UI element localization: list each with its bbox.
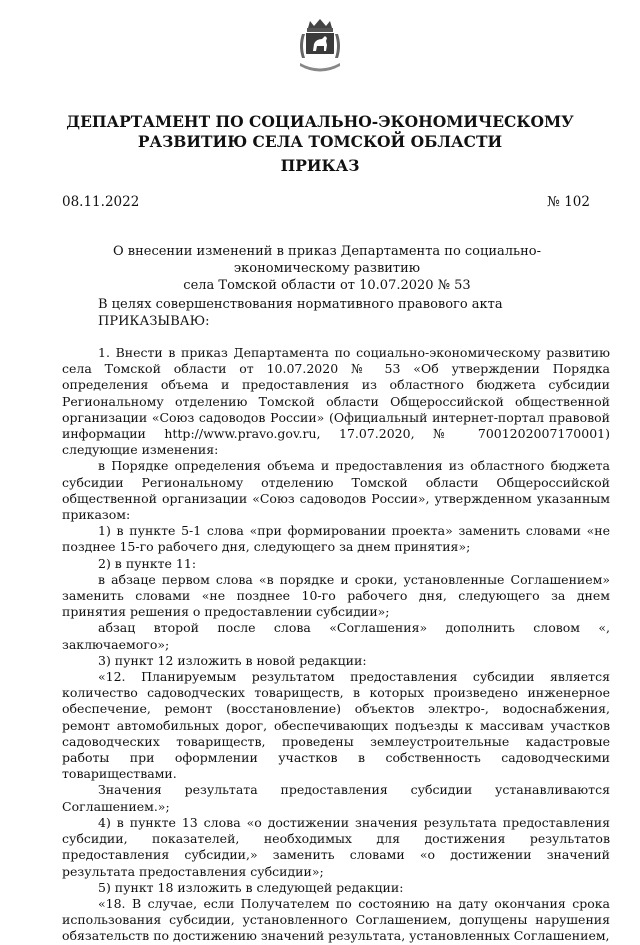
department-name bbox=[40, 112, 600, 152]
body-paragraph: в абзаце первом слова «в порядке и сроки, установленные Соглашением» заменить словами «не позднее 10-го рабочего дня, следующего за днем принятия решения о предоставлении субсидии»; bbox=[62, 571, 610, 620]
body-paragraph: в Порядке определения объема и предоставления из областного бюджета субсидии Региональному отделению Томской области Общероссийской общественной организации «Союз садоводов России», утвержденном указанным приказом: bbox=[62, 458, 610, 523]
order-number: № 102 bbox=[547, 194, 590, 210]
body-paragraph: 2) в пункте 11: bbox=[98, 555, 197, 571]
body-paragraph: 5) пункт 18 изложить в следующей редакции: bbox=[98, 879, 404, 895]
preamble bbox=[98, 296, 503, 330]
order-subject bbox=[62, 243, 592, 294]
body-paragraph: абзац второй после слова «Соглашения» дополнить словом «, заключаемого»; bbox=[62, 620, 610, 652]
body-paragraph: Значения результата предоставления субсидии устанавливаются Соглашением.»; bbox=[62, 782, 610, 814]
order-body bbox=[62, 345, 610, 945]
body-paragraph: «12. Планируемым результатом предоставления субсидии является количество садоводческих товариществ, в которых произведено инженерное обеспечение, ремонт (восстановление) объектов электро-, водоснабжения, ремонт автомобильных дорог, обеспечивающих подъезды к массивам участков садоводческих товариществ, проведены землеустроительные кадастровые работы при оформлении участков в собственность садоводческими товариществами. bbox=[62, 669, 610, 782]
order-date: 08.11.2022 bbox=[62, 194, 140, 210]
body-paragraph: 1. Внести в приказ Департамента по социально-экономическому развитию села Томской области от 10.07.2020 № 53 «Об утверждении Порядка определения объема и предоставления из областного бюджета субсидии Региональному отделению Томской области Общероссийской общественной организации «Союз садоводов России» (Официальный интернет-портал правовой информации http://www.pravo.gov.ru, 17.07.2020, № 7001202007170001) следующие изменения: bbox=[62, 345, 610, 458]
body-paragraph: 1) в пункте 5-1 слова «при формировании проекта» заменить словами «не позднее 15-го рабочего дня, следующего за днем принятия»; bbox=[62, 523, 610, 555]
body-paragraph: 3) пункт 12 изложить в новой редакции: bbox=[98, 652, 367, 668]
preamble-order-word: ПРИКАЗЫВАЮ: bbox=[98, 314, 210, 329]
body-paragraph: 4) в пункте 13 слова «о достижении значения результата предоставления субсидии, показателей, необходимых для достижения результатов предоставления субсидии,» заменить словами «о достижении значений результата предоставления субсидии»; bbox=[62, 814, 610, 879]
preamble-text: В целях совершенствования нормативного правового акта bbox=[98, 297, 503, 312]
department-name-line1: ДЕПАРТАМЕНТ ПО СОЦИАЛЬНО-ЭКОНОМИЧЕСКОМУ bbox=[66, 112, 574, 131]
document-type: ПРИКАЗ bbox=[280, 156, 360, 175]
tomsk-oblast-coat-of-arms-icon bbox=[296, 18, 344, 72]
order-subject-line2: села Томской области от 10.07.2020 № 53 bbox=[183, 278, 471, 293]
department-name-line2: РАЗВИТИЮ СЕЛА ТОМСКОЙ ОБЛАСТИ bbox=[137, 132, 503, 151]
body-paragraph: «18. В случае, если Получателем по состоянию на дату окончания срока использования субсидии, установленного Соглашением, допущены нарушения обязательств по достижению значений результата, установленных Соглашением, bbox=[62, 895, 610, 944]
order-subject-line1: О внесении изменений в приказ Департамента по социально-экономическому развитию bbox=[112, 244, 542, 276]
